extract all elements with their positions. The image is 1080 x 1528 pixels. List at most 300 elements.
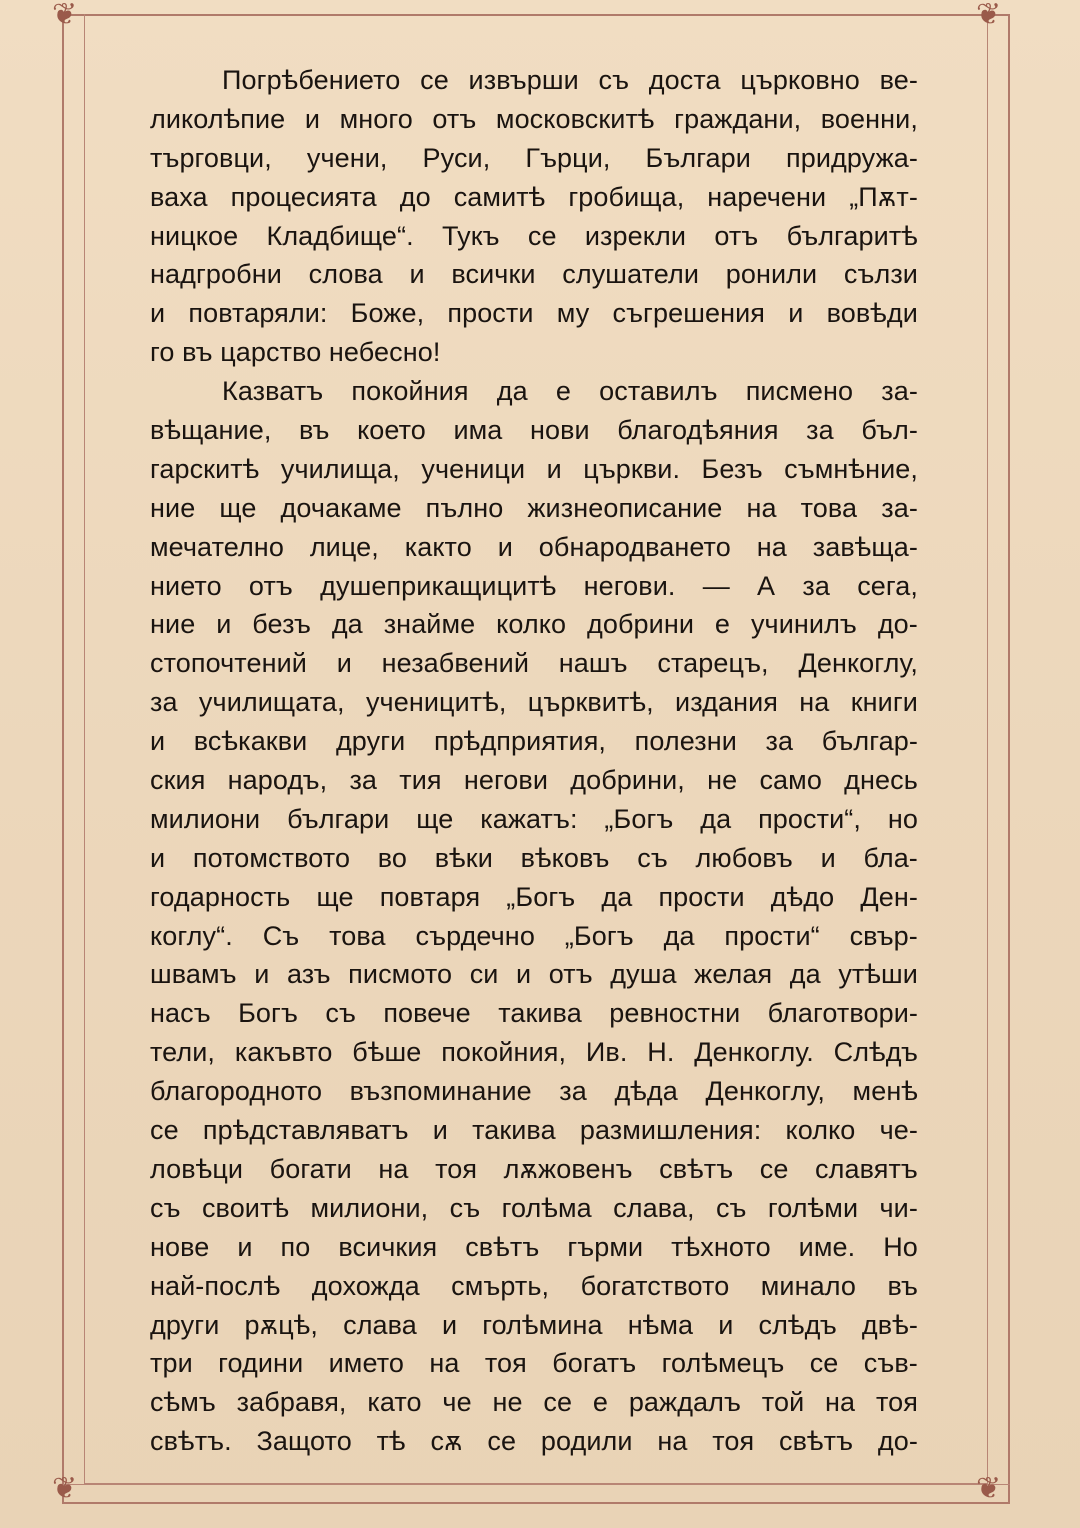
word: Но — [883, 1231, 918, 1262]
word: процесията — [230, 181, 377, 212]
word: Боже, — [350, 298, 425, 329]
text-line — [150, 139, 918, 178]
word: на — [378, 1153, 409, 1184]
word: да — [700, 803, 732, 834]
word: азъ — [286, 959, 331, 990]
text-line — [150, 917, 918, 956]
top-right-ornament-icon: ❦ — [976, 0, 1002, 32]
word: желая — [694, 959, 773, 990]
text-line — [150, 1228, 918, 1267]
word: отъ — [714, 220, 759, 251]
word: „Богъ — [564, 920, 634, 951]
word: ве- — [879, 65, 918, 95]
word: богати — [269, 1153, 352, 1184]
word: душеприкащицитѣ — [320, 570, 557, 601]
word: и — [237, 1231, 253, 1262]
word: за- — [881, 492, 918, 523]
word: се — [150, 1115, 179, 1146]
word: слѣдъ — [758, 1309, 837, 1340]
word: прости — [658, 881, 745, 912]
word: за — [802, 570, 830, 601]
word: такива — [498, 998, 582, 1029]
word: свѣтъ — [659, 1153, 734, 1184]
word: ваха — [150, 181, 208, 212]
word: дохожда — [311, 1270, 420, 1301]
word: оставилъ — [599, 376, 718, 407]
word: книги — [850, 687, 918, 718]
word: съ — [449, 1192, 481, 1223]
word: писмено — [745, 376, 854, 407]
word: до- — [877, 609, 918, 640]
word: придружа- — [785, 142, 918, 173]
word: тия — [399, 765, 442, 796]
text-line — [150, 372, 918, 411]
word: и — [516, 959, 532, 990]
word: е — [592, 1387, 609, 1418]
word: писмото — [348, 959, 453, 990]
word: ликолѣпие — [150, 103, 286, 134]
word: московскитѣ — [495, 103, 655, 134]
word: учени, — [306, 142, 388, 173]
word: вѣковъ — [520, 842, 610, 873]
word: А — [757, 570, 776, 601]
text-line — [150, 722, 918, 761]
word: повече — [383, 998, 471, 1029]
word: богатството — [580, 1270, 730, 1301]
word: свѣтъ. — [150, 1426, 232, 1457]
word: родили — [540, 1426, 633, 1457]
word: до — [399, 181, 431, 212]
word: търговци, — [150, 142, 272, 173]
word: прости — [447, 298, 534, 329]
text-line — [150, 1033, 918, 1072]
word: голѣмина — [482, 1309, 603, 1340]
text-line — [150, 878, 918, 917]
word: смърть, — [451, 1270, 550, 1301]
text-line — [150, 178, 918, 217]
text-line — [150, 683, 918, 722]
word: швамъ — [150, 959, 237, 990]
word: лѫжовенъ — [503, 1153, 633, 1184]
word: и — [150, 726, 166, 757]
word: Денкоглу, — [705, 1076, 826, 1107]
text-line — [150, 450, 918, 489]
word: дочакаме — [280, 492, 402, 523]
word: и — [497, 531, 513, 562]
word: съмнѣние, — [784, 453, 918, 484]
text-line — [150, 255, 918, 294]
word: милиони — [150, 803, 261, 834]
word: слова — [308, 259, 383, 290]
word: Н. — [647, 1037, 675, 1068]
word: обнародването — [538, 531, 731, 562]
word: лице, — [309, 531, 379, 562]
word: се — [759, 1153, 789, 1184]
word: съ — [598, 65, 630, 95]
word: тоя — [484, 1348, 527, 1379]
word: безъ — [252, 609, 311, 640]
word: изрекли — [584, 220, 687, 251]
word: незабвений — [381, 648, 529, 679]
text-line — [150, 61, 918, 100]
word: училищата, — [198, 687, 345, 718]
word: забравя, — [236, 1387, 347, 1418]
word: Слѣдъ — [833, 1037, 918, 1068]
text-line — [150, 1344, 918, 1383]
word: църквитѣ, — [527, 687, 654, 718]
word: ще — [416, 803, 454, 834]
word: во — [377, 842, 408, 873]
text-line — [150, 1189, 918, 1228]
word: българитѣ — [786, 220, 918, 251]
word: това — [800, 492, 858, 523]
word: Съ — [262, 920, 300, 951]
word: което — [357, 415, 426, 446]
word: благотвори- — [767, 998, 918, 1029]
word: да — [331, 609, 363, 640]
word: всѣкакви — [193, 726, 308, 757]
word: не — [492, 1387, 523, 1418]
text-line — [150, 217, 918, 256]
bottom-right-ornament-icon: ❦ — [976, 1471, 1002, 1506]
word: свѣтъ — [465, 1231, 540, 1262]
word: Тукъ — [442, 220, 500, 251]
word: пълно — [425, 492, 504, 523]
word: Кладбище“. — [266, 220, 414, 251]
word: благородното — [150, 1076, 323, 1107]
text-line — [150, 994, 918, 1033]
word: и — [788, 298, 804, 329]
word: вѣки — [434, 842, 493, 873]
top-left-ornament-icon: ❦ — [52, 0, 78, 32]
word: жизнеописание — [527, 492, 723, 523]
word: ловѣци — [150, 1153, 244, 1184]
word: църковно — [740, 65, 860, 95]
word: голѣма — [501, 1192, 592, 1223]
word: негови. — [583, 570, 676, 601]
word: прости“, — [758, 803, 861, 834]
word: за — [559, 1076, 587, 1107]
word: бъл- — [861, 415, 918, 446]
text-line — [150, 100, 918, 139]
word: гробища, — [568, 181, 685, 212]
word: се — [420, 65, 449, 95]
word: извърши — [468, 65, 579, 95]
word: Казватъ — [222, 376, 324, 407]
word: ще — [316, 881, 354, 912]
word: че- — [879, 1115, 918, 1146]
word: ревностни — [609, 998, 741, 1029]
word: ронили — [725, 259, 818, 290]
word: е — [555, 376, 571, 407]
word: всички — [451, 259, 536, 290]
word: вовѣди — [826, 298, 918, 329]
word: както — [404, 531, 472, 562]
word: въ — [887, 1270, 918, 1301]
word: да — [496, 376, 528, 407]
word: съ — [637, 842, 668, 873]
word: нашъ — [558, 648, 628, 679]
text-line — [150, 839, 918, 878]
text-line — [150, 800, 918, 839]
word: добрини, — [570, 765, 685, 796]
word: само — [759, 765, 822, 796]
word: слушатели — [562, 259, 700, 290]
word: бла- — [863, 842, 918, 873]
text-line — [150, 1422, 918, 1461]
word: ученицитѣ, — [365, 687, 507, 718]
text-line — [150, 1072, 918, 1111]
word: „Пѫт- — [849, 181, 918, 212]
word: дѣда — [614, 1076, 678, 1107]
word: богатъ — [552, 1348, 637, 1379]
word: менѣ — [852, 1076, 918, 1107]
word: повтаря — [379, 881, 481, 912]
word: да — [601, 881, 633, 912]
word: да — [663, 920, 695, 951]
word: сѫ — [430, 1426, 463, 1457]
word: българ- — [821, 726, 918, 757]
word: любовъ — [695, 842, 793, 873]
word: народъ, — [227, 765, 328, 796]
text-line — [150, 1306, 918, 1345]
word: наречени — [707, 181, 827, 212]
word: тѣ — [376, 1426, 406, 1457]
text-line — [150, 644, 918, 683]
text-line — [150, 528, 918, 567]
word: такива — [472, 1115, 556, 1146]
word: много — [339, 103, 413, 134]
word: нове — [150, 1231, 210, 1262]
word: на — [825, 1387, 856, 1418]
word: Ив. — [585, 1037, 628, 1068]
word: ще — [219, 492, 257, 523]
word: до- — [877, 1426, 918, 1457]
word: за — [806, 415, 834, 446]
word: знайме — [383, 609, 476, 640]
word: душа — [610, 959, 677, 990]
text-line — [150, 761, 918, 800]
word: двѣ- — [861, 1309, 918, 1340]
word: си — [469, 959, 499, 990]
word: свѣтъ — [778, 1426, 854, 1457]
word: отъ — [432, 103, 477, 134]
word: за- — [881, 376, 918, 407]
word: учинилъ — [750, 609, 857, 640]
word: и — [336, 648, 352, 679]
word: годарность — [150, 881, 291, 912]
word: и — [442, 1309, 458, 1340]
word: съ — [715, 1192, 747, 1223]
word: коглу“. — [150, 920, 233, 951]
word: Гърци, — [525, 142, 611, 173]
word: съ — [150, 1192, 181, 1223]
word: полезни — [634, 726, 737, 757]
word: има — [453, 415, 503, 446]
word: старецъ, — [657, 648, 769, 679]
text-line — [150, 294, 918, 333]
body-text — [150, 61, 918, 1461]
word: какъвто — [234, 1037, 333, 1068]
word: съв- — [863, 1348, 918, 1379]
word: прѣдприятия, — [433, 726, 607, 757]
word: минало — [760, 1270, 856, 1301]
text-line — [150, 489, 918, 528]
word: но — [887, 803, 918, 834]
word: мечателно — [150, 531, 284, 562]
word: и — [546, 453, 562, 484]
word: Българи — [645, 142, 751, 173]
word: граждани, — [674, 103, 802, 134]
word: и — [820, 842, 836, 873]
word: слава — [343, 1309, 417, 1340]
word: име. — [798, 1231, 856, 1262]
word: слава, — [613, 1192, 695, 1223]
word: и — [216, 609, 232, 640]
word: Защото — [256, 1426, 352, 1457]
word: сега, — [857, 570, 918, 601]
word: тѣхното — [671, 1231, 771, 1262]
word: чи- — [879, 1192, 918, 1223]
word: съ — [325, 998, 356, 1029]
word: съгрешения — [612, 298, 766, 329]
word: по — [280, 1231, 311, 1262]
word: тоя — [712, 1426, 755, 1457]
word: кажатъ: — [480, 803, 578, 834]
word: се — [527, 220, 557, 251]
word: на — [799, 687, 830, 718]
word: гърми — [567, 1231, 644, 1262]
word: на — [756, 531, 787, 562]
word: повтаряли: — [188, 298, 328, 329]
word: се — [487, 1426, 517, 1457]
word: дѣдо — [770, 881, 835, 912]
text-line — [150, 1383, 918, 1422]
word: че — [442, 1387, 472, 1418]
word: се — [809, 1348, 839, 1379]
word: като — [367, 1387, 422, 1418]
word: покойния — [351, 376, 469, 407]
word: колко — [496, 609, 567, 640]
word: тоя — [435, 1153, 478, 1184]
word: насъ — [150, 998, 211, 1029]
word: — — [702, 570, 730, 601]
word: ницкое — [150, 220, 239, 251]
word: нѣма — [627, 1309, 694, 1340]
word: отъ — [248, 570, 293, 601]
word: негови — [463, 765, 549, 796]
word: своитѣ — [201, 1192, 290, 1223]
word: нови — [529, 415, 590, 446]
word: добрини — [587, 609, 695, 640]
word: Руси, — [422, 142, 491, 173]
word: той — [761, 1387, 805, 1418]
word: църкви. — [583, 453, 681, 484]
text-line — [150, 955, 918, 994]
word: Погрѣбението — [222, 65, 401, 95]
word: името — [328, 1348, 404, 1379]
word: потомството — [192, 842, 351, 873]
word: самитѣ — [453, 181, 546, 212]
word: славятъ — [815, 1153, 918, 1184]
word: „Богъ — [506, 881, 576, 912]
word: за — [150, 687, 178, 718]
word: училища, — [280, 453, 400, 484]
word: и — [150, 842, 166, 873]
word: доста — [648, 65, 721, 95]
bottom-rule-upper — [62, 1484, 1010, 1485]
word: на — [746, 492, 777, 523]
word: вѣщание, — [150, 415, 272, 446]
word: издания — [675, 687, 778, 718]
word: въ — [298, 415, 330, 446]
word: Ден- — [860, 881, 918, 912]
word: и — [409, 259, 425, 290]
word: прости“ — [724, 920, 820, 951]
word: милиони, — [310, 1192, 429, 1223]
text-line — [150, 605, 918, 644]
word: българи — [287, 803, 390, 834]
text-line — [150, 1150, 918, 1189]
word: и — [150, 298, 166, 329]
word: възпоминание — [349, 1076, 532, 1107]
word: покойния, — [441, 1037, 567, 1068]
word: на — [657, 1426, 688, 1457]
word: всичкия — [338, 1231, 438, 1262]
word: „Богъ — [604, 803, 674, 834]
word: Денкоглу. — [694, 1037, 814, 1068]
word: на — [429, 1348, 460, 1379]
word: ние — [150, 492, 196, 523]
word: и — [304, 103, 321, 134]
word: колко — [785, 1115, 856, 1146]
word: ския — [150, 765, 206, 796]
word: за — [765, 726, 794, 757]
word: и — [718, 1309, 734, 1340]
word: тоя — [875, 1387, 918, 1418]
word: сълзи — [843, 259, 918, 290]
word: рѫцѣ, — [244, 1309, 319, 1340]
word: години — [218, 1348, 304, 1379]
word: благодѣяния — [617, 415, 779, 446]
word: ние — [150, 609, 196, 640]
word: му — [556, 298, 590, 329]
word: отъ — [548, 959, 593, 990]
word: раждалъ — [628, 1387, 742, 1418]
word: сѣмъ — [150, 1387, 216, 1418]
word: нието — [150, 570, 222, 601]
word: не — [707, 765, 738, 796]
word: утѣши — [838, 959, 918, 990]
word: голѣмецъ — [661, 1348, 785, 1379]
word: стопочтений — [150, 648, 307, 679]
word: е — [714, 609, 731, 640]
word: днесь — [844, 765, 918, 796]
word: размишления: — [579, 1115, 762, 1146]
word: прѣдставляватъ — [202, 1115, 409, 1146]
word: да — [789, 959, 821, 990]
bottom-left-ornament-icon: ❦ — [52, 1471, 78, 1506]
word: и — [432, 1115, 448, 1146]
word: други — [150, 1309, 220, 1340]
text-line — [150, 567, 918, 606]
text-line — [150, 1111, 918, 1150]
word: това — [329, 920, 386, 951]
word: военни, — [820, 103, 918, 134]
word: тели, — [150, 1037, 216, 1068]
text-line — [150, 1267, 918, 1306]
word: Безъ — [701, 453, 763, 484]
